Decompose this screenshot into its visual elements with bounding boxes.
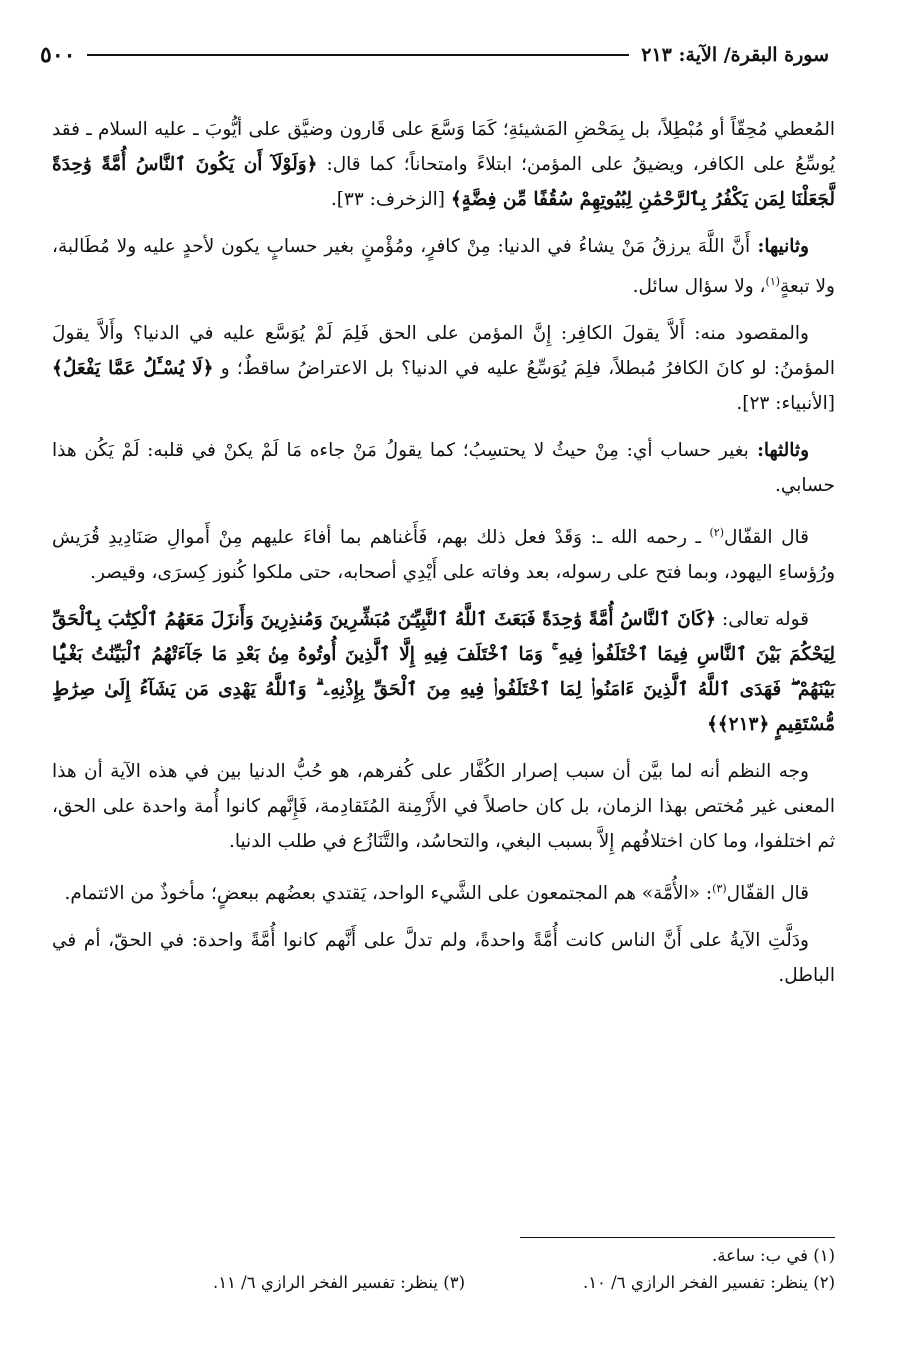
- running-title: سورة البقرة/ الآية: ٢١٣: [641, 44, 829, 66]
- paragraph-2: [52, 229, 835, 304]
- para-text: المُعطي مُحِقّاً أو مُبْطِلاً، بل بِمَحْضِ المَشيئةِ؛ كَمَا وَسَّعَ على قَارون وضيَّق على أيُّوبَ ـ عليه السلام ـ فقد يُوسِّعُ على الكافر، ويضيقُ على المؤمن؛ ابتلاءً وامتحاناً؛ كما قال:: [52, 119, 835, 175]
- header-rule: [87, 54, 629, 56]
- para-text: أَنَّ اللَّهَ يرزقُ مَنْ يشاءُ في الدنيا: مِنْ كافرٍ، ومُؤْمنٍ بغير حسابٍ يكون لأحدٍ عليه ولا مُطَالبة، ولا تبعةٍ: [52, 236, 835, 298]
- para-text: ودَلَّتِ الآيةُ على أَنَّ الناس كانت أُمَّةً واحدةً، ولم تدلَّ على أَنَّهم كانوا أُمَّةً واحدة: في الحقّ، أم في الباطل.: [52, 930, 835, 987]
- paragraph-8: [52, 871, 835, 911]
- para-text: قال القفّال: [726, 883, 809, 905]
- verse-reference: [الأنبياء: ٢٣].: [736, 393, 835, 415]
- para-text: ، ولا سؤال سائل.: [632, 276, 766, 298]
- footnote-marker: (٣): [712, 882, 727, 896]
- footnotes: [52, 1242, 835, 1296]
- paragraph-1: [52, 112, 835, 217]
- paragraph-4: [52, 433, 835, 503]
- paragraph-9: [52, 923, 835, 993]
- footnote-1: (١) في ب: ساعة.: [711, 1246, 835, 1265]
- page-header: [40, 36, 829, 74]
- paragraph-3: [52, 316, 835, 421]
- para-text: بغير حساب أي: مِنْ حيثُ لا يحتسِبُ؛ كما يقولُ مَنْ جاءه مَا لَمْ يكنْ في قلبه: لَمْ يَكُن هذا حسابي.: [52, 440, 835, 497]
- paragraph-6: [52, 602, 835, 742]
- paragraph-5: [52, 515, 835, 590]
- verse-reference: [الزخرف: ٣٣].: [330, 189, 451, 210]
- quran-verse: ﴿لَا يُسْـَٔلُ عَمَّا يَفْعَلُ﴾: [52, 358, 214, 380]
- quran-verse: ﴿وَلَوْلَآ أَن يَكُونَ ٱلنَّاسُ أُمَّةً وَٰحِدَةً لَّجَعَلْنَا لِمَن يَكْفُرُ بِٱلرَّحْمَٰنِ لِبُيُوتِهِمْ سُقُفًا مِّن فِضَّةٍ﴾: [52, 154, 835, 210]
- quran-verse: ﴿كَانَ ٱلنَّاسُ أُمَّةً وَٰحِدَةً فَبَعَثَ ٱللَّهُ ٱلنَّبِيِّـۧنَ مُبَشِّرِينَ وَمُنذِرِينَ وَأَنزَلَ مَعَهُمُ ٱلْكِتَٰبَ بِٱلْحَقِّ لِيَحْكُمَ بَيْنَ ٱلنَّاسِ فِيمَا ٱخْتَلَفُوا۟ فِيهِ ۚ وَمَا ٱخْتَلَفَ فِيهِ إِلَّا ٱلَّذِينَ أُوتُوهُ مِنۢ بَعْدِ مَا جَآءَتْهُمُ ٱلْبَيِّنَٰتُ بَغْيًۢا بَيْنَهُمْ ۖ فَهَدَى ٱللَّهُ ٱلَّذِينَ ءَامَنُوا۟ لِمَا ٱخْتَلَفُوا۟ فِيهِ مِنَ ٱلْحَقِّ بِإِذْنِهِۦ ۗ وَٱللَّهُ يَهْدِى مَن يَشَآءُ إِلَىٰ صِرَٰطٍ مُّسْتَقِيمٍ ﴿٢١٣﴾﴾: [52, 609, 835, 736]
- para-text: ـ رحمه الله ـ: وَقَدْ فعل ذلك بهم، فَأَغناهم بما أفاءَ عليهم مِنْ أَموالِ صَنَادِيدِ قُرَيش ورُؤساءِ اليهود، وبما فتح على رسوله، بعد وفاته على أَيْدِي أصحابه، حتى ملكوا كُنوز كِسرَى، وقيصر.: [52, 527, 835, 584]
- footnote-marker: (١): [765, 275, 781, 288]
- body-text: [52, 112, 835, 1005]
- para-text: قال القفّال: [724, 527, 809, 549]
- footnote-2: (٢) ينظر: تفسير الفخر الرازي ٦/ ١٠.: [582, 1273, 835, 1292]
- paragraph-7: [52, 754, 835, 859]
- paragraph-lead: وثانيها:: [750, 236, 809, 257]
- paragraph-lead: وثالثها:: [748, 440, 810, 462]
- footnote-row: [52, 1269, 835, 1296]
- para-text: قوله تعالى:: [715, 609, 809, 631]
- footnote-row: [52, 1242, 835, 1269]
- para-text: والمقصود منه: أَلاَّ يقولَ الكافِر: إِنَّ المؤمن على الحق فَلِمَ لَمْ يُوَسَّع عليه في الدنيا؟ وأَلاَّ يقولَ المؤمنُ: لو كانَ الكافرُ مُبطلاً، فلِمَ يُوَسِّعُ عليه في الدنيا؟ بل الاعتراضُ ساقطٌ؛ و: [52, 323, 835, 380]
- footnote-separator: [520, 1237, 835, 1238]
- footnote-marker: (٢): [709, 526, 724, 540]
- footnote-3: (٣) ينظر: تفسير الفخر الرازي ٦/ ١١.: [212, 1273, 465, 1292]
- para-text: : «الأُمَّة» هم المجتمعون على الشَّيء الواحد، يَقتدي بعضُهم ببعضٍ؛ مأخوذٌ من الائتمام.: [64, 883, 713, 905]
- para-text: وجه النظم أنه لما بيَّن أن سبب إصرار الكُفَّار على كُفرهم، هو حُبُّ الدنيا بين في هذه الآية أن هذا المعنى غير مُختص بهذا الزمان، بل كان حاصلاً في الأَزْمِنة المُتَقادِمة، فَإِنَّهم كانوا أُمة واحدة على الحق، ثم اختلفوا، وما كان اختلافُهم إِلاَّ بسبب البغي، والتحاسُد، والتَّنَازُع في طلب الدنيا.: [52, 761, 835, 853]
- page-number: ٥٠٠: [40, 42, 76, 68]
